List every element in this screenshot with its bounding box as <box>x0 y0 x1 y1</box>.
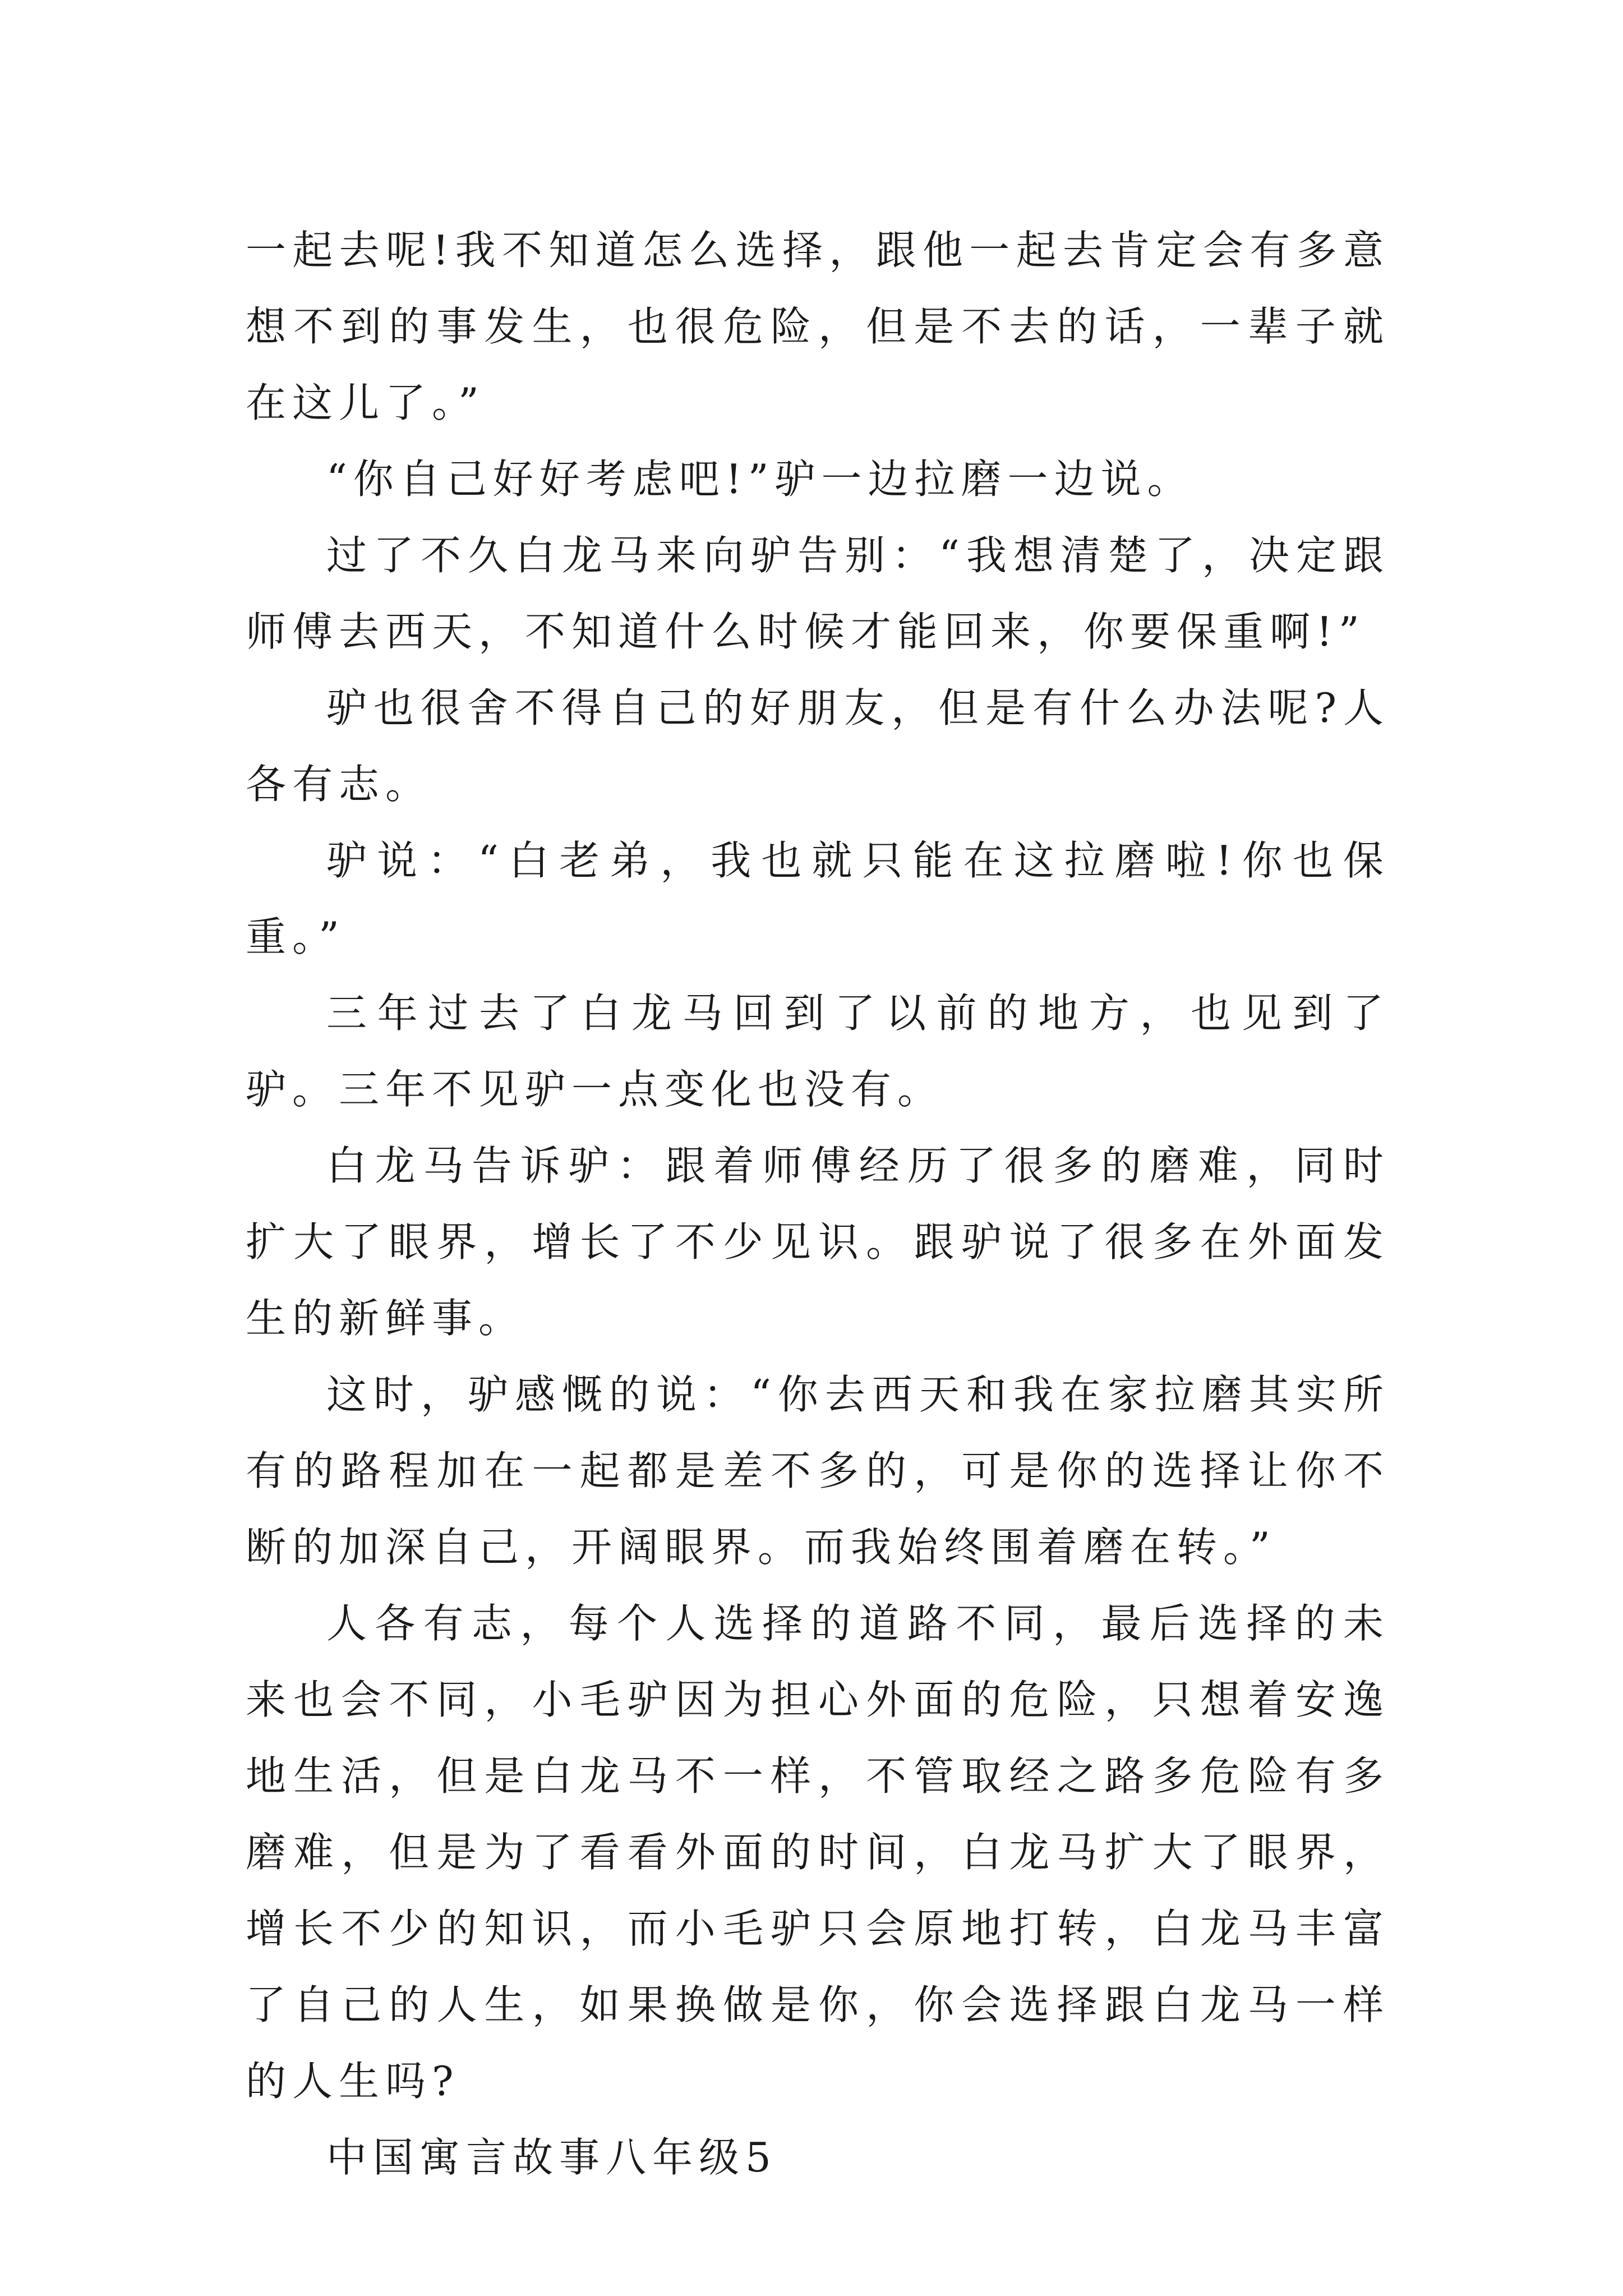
paragraph: 人各有志，每个人选择的道路不同，最后选择的未来也会不同，小毛驴因为担心外面的危险，只想着安逸地生活，但是白龙马不一样，不管取经之路多危险有多磨难，但是为了看看外面的时间，白龙马扩大了眼界，增长不少的知识，而小毛驴只会原地打转，白龙马丰富了自己的人生，如果换做是你，你会选择跟白龙马一样的人生吗? <box>246 1600 1390 2105</box>
document-body <box>246 212 1390 2196</box>
paragraph: 过了不久白龙马来向驴告别：“我想清楚了，决定跟师傅去西天，不知道什么时候才能回来，你要保重啊!” <box>246 532 1390 655</box>
paragraph: 驴说：“白老弟，我也就只能在这拉磨啦!你也保重。” <box>246 837 1390 960</box>
paragraph: “你自己好好考虑吧!”驴一边拉磨一边说。 <box>326 455 1194 503</box>
paragraph: 三年过去了白龙马回到了以前的地方，也见到了驴。三年不见驴一点变化也没有。 <box>246 990 1390 1113</box>
paragraph-continued: 一起去呢!我不知道怎么选择，跟他一起去肯定会有多意想不到的事发生，也很危险，但是不去的话，一辈子就在这儿了。” <box>246 227 1390 426</box>
paragraph: 这时，驴感慨的说：“你去西天和我在家拉磨其实所有的路程加在一起都是差不多的，可是你的选择让你不断的加深自己，开阔眼界。而我始终围着磨在转。” <box>246 1371 1390 1571</box>
paragraph: 驴也很舍不得自己的好朋友，但是有什么办法呢?人各有志。 <box>246 684 1390 808</box>
paragraph: 白龙马告诉驴：跟着师傅经历了很多的磨难，同时扩大了眼界，增长了不少见识。跟驴说了很多在外面发生的新鲜事。 <box>246 1142 1390 1342</box>
section-heading: 中国寓言故事八年级5 <box>326 2134 777 2181</box>
